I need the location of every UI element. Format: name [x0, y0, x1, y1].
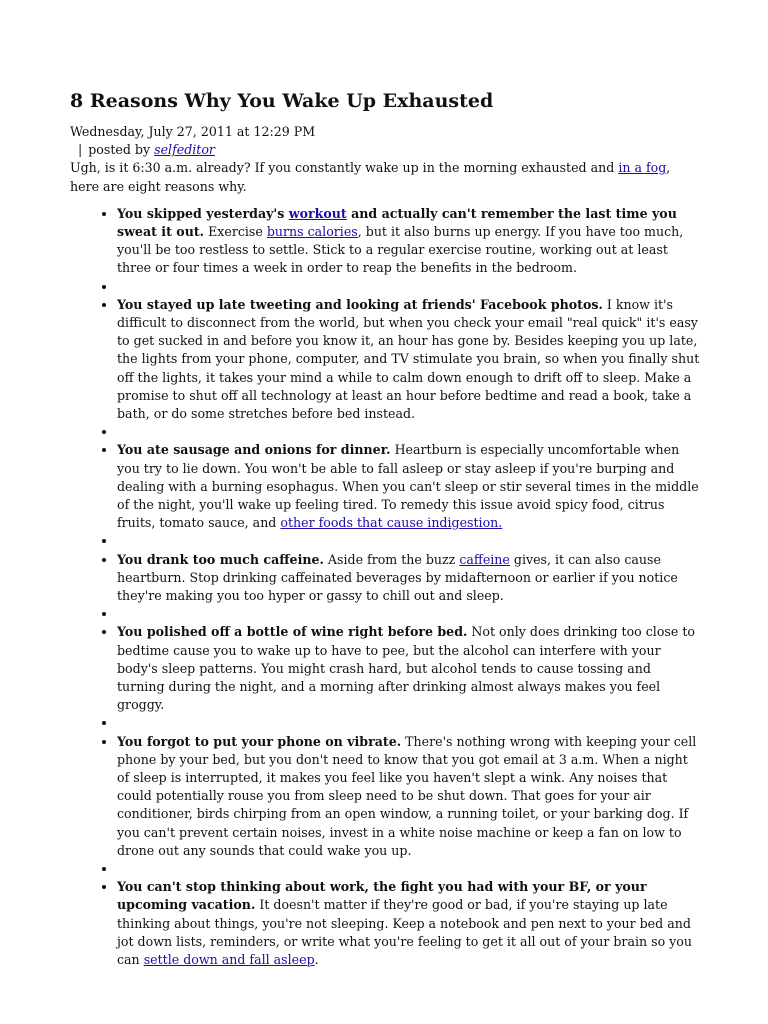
byline-prefix: posted by [88, 142, 151, 158]
reason-body: Aside from the buzz [323, 551, 460, 567]
reason-item-3 [117, 441, 700, 532]
reason-heading: You forgot to put your phone on vibrate. [117, 733, 402, 749]
reason-item-1 [117, 205, 700, 278]
reason-heading: You drank too much caffeine. [117, 551, 324, 567]
reason-body-end: , but it also burns up energy. If you have too much, you'll be too restless to settle. Stick to a regular exercise routine, working out at least three or four times a week in order to reap the benefits in the bedroom. [117, 224, 684, 276]
reason-body: There's nothing wrong with keeping your cell phone by your bed, but you don't need to know that you got email at 3 a.m. When a night of sleep is interrupted, it makes you feel like you haven't slept a wink. Any noises that could potentially rouse you from sleep need to be shut down. That goes for your air conditioner, birds chirping from an open window, a running toilet, or your barking dog. If you can't prevent certain noises, invest in a white noise machine or keep a fan on low to drone out any sounds that could wake you up. [117, 733, 697, 858]
article-title: 8 Reasons Why You Wake Up Exhausted [70, 90, 494, 112]
reason-heading: You stayed up late tweeting and looking at friends' Facebook photos. [117, 296, 603, 312]
byline-separator: | [78, 142, 83, 158]
byline [70, 141, 700, 159]
intro-text: Ugh, is it 6:30 a.m. already? If you constantly wake up in the morning exhausted and [70, 160, 619, 176]
reasons-list [70, 205, 700, 969]
in-a-fog-link[interactable]: in a fog [618, 160, 667, 176]
empty-list-item [117, 278, 700, 296]
reason-body-end: . [314, 952, 319, 968]
reason-body: Exercise [204, 224, 267, 240]
intro-text-end: , here are eight reasons why. [70, 160, 671, 194]
reason-item-5 [117, 623, 700, 714]
reason-body: Not only does drinking too close to bedtime cause you to wake up to have to pee, but the alcohol can interfere with your body's sleep patterns. You might crash hard, but alcohol tends to cause tossing and turning during the night, and a morning after drinking almost always makes you feel groggy. [117, 624, 695, 713]
reason-body: It doesn't matter if they're good or bad, if you're staying up late thinking about things, you're not sleeping. Keep a notebook and pen next to your bed and jot down lists, reminders, or write what you're feeling to get it all out of your brain so you can [117, 897, 692, 968]
reason-heading: You ate sausage and onions for dinner. [117, 442, 391, 458]
reason-item-6 [117, 733, 700, 860]
indigestion-foods-link[interactable]: other foods that cause indigestion. [280, 515, 503, 531]
settle-down-link[interactable]: settle down and fall asleep [143, 952, 315, 968]
empty-list-item [117, 605, 700, 623]
reason-body: Heartburn is especially uncomfortable when you try to lie down. You won't be able to fall asleep or stay asleep if you're burping and dealing with a burning esophagus. When you can't sleep or stir several times in the middle of the night, you'll wake up feeling tired. To remedy this issue avoid spicy food, citrus fruits, tomato sauce, and [117, 442, 699, 531]
workout-link[interactable]: workout [288, 205, 347, 221]
reason-body: I know it's difficult to disconnect from the world, but when you check your email "real quick" it's easy to get sucked in and before you know it, an hour has gone by. Besides keeping you up late, the lights from your phone, computer, and TV stimulate you brain, so when you finally shut off the lights, it takes your mind a while to calm down enough to drift off to sleep. Make a promise to shut off all technology at least an hour before bedtime and read a book, take a bath, or do some stretches before bed instead. [117, 296, 700, 422]
empty-list-item [117, 860, 700, 878]
article-meta [70, 123, 700, 159]
reason-heading: You polished off a bottle of wine right before bed. [117, 624, 468, 640]
caffeine-link[interactable]: caffeine [459, 551, 510, 567]
empty-list-item [117, 532, 700, 550]
reason-item-7 [117, 878, 700, 969]
reason-item-2 [117, 296, 700, 423]
reason-body-end: gives, it can also cause heartburn. Stop drinking caffeinated beverages by midafternoon or earlier if you notice they're making you too hyper or gassy to chill out and sleep. [117, 551, 678, 604]
empty-list-item [117, 423, 700, 441]
post-date: Wednesday, July 27, 2011 at 12:29 PM [70, 124, 316, 139]
burns-calories-link[interactable]: burns calories [266, 224, 358, 240]
intro-paragraph [70, 159, 700, 195]
reason-item-4 [117, 551, 700, 606]
author-link[interactable]: selfeditor [154, 142, 215, 158]
reason-heading: You can't stop thinking about work, the fight you had with your BF, or your upcoming vacation. [117, 879, 647, 913]
reason-heading-text: You skipped yesterday's [117, 205, 289, 221]
reason-heading-text-end: and actually can't remember the last time you sweat it out. [117, 205, 677, 240]
empty-list-item [117, 714, 700, 732]
